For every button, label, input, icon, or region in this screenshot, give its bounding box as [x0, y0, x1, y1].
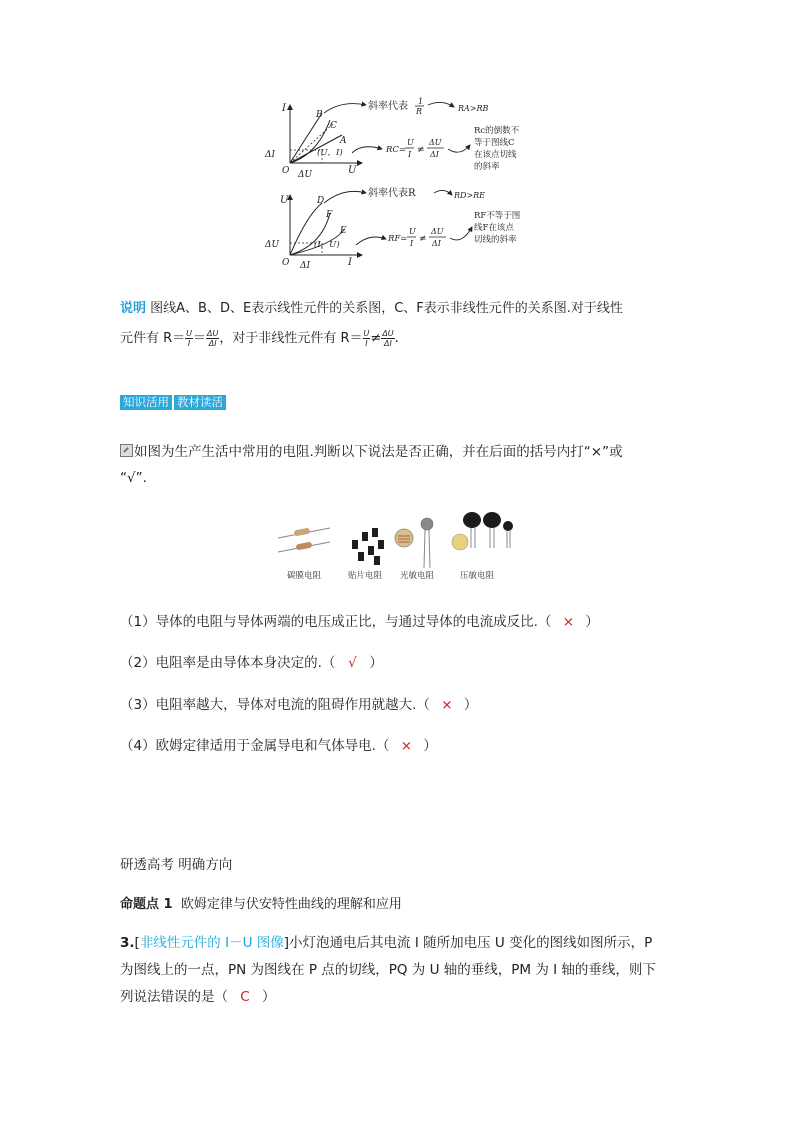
- top-rc-f2n: ΔU: [429, 138, 442, 147]
- topic-line: [120, 893, 402, 912]
- bot-origin-label: O: [282, 258, 290, 268]
- bot-rf-eq: RF=: [388, 234, 408, 244]
- top-rc-f1n: U: [407, 138, 414, 147]
- question-1-answer: ×: [562, 614, 575, 630]
- top-rc-neq: ≠: [417, 145, 425, 155]
- bot-rf-neq: ≠: [419, 234, 427, 244]
- tag-textbook: 教材读活: [174, 395, 226, 410]
- top-origin-label: O: [282, 166, 290, 176]
- question-4-answer: ×: [400, 738, 413, 754]
- bot-rf-f1n: U: [409, 227, 416, 236]
- problem-tag: 非线性元件的 I－U 图像: [139, 935, 284, 951]
- carbon-film-resistor-image: [278, 528, 330, 552]
- question-3: （3）电阻率越大，导体对电流的阻碍作用就越大.（ × ）: [120, 694, 477, 716]
- bot-note-3: 切线的斜率: [474, 235, 517, 245]
- topic-text: 欧姆定律与伏安特性曲线的理解和应用: [180, 897, 402, 912]
- bot-point-label: (I，U): [314, 240, 340, 250]
- label-e: E: [340, 226, 347, 236]
- bot-axis-y-label: U: [280, 195, 289, 206]
- problem-number: 3.: [120, 935, 135, 951]
- top-slope-den: R: [416, 107, 423, 116]
- bot-rf-f2n: ΔU: [431, 227, 444, 236]
- problem-line-1: 3.[非线性元件的 I－U 图像]小灯泡通电后其电流 I 随所加电压 U 变化的图线如图所示，P: [120, 935, 653, 951]
- top-note-2: 等于图线C: [474, 138, 515, 148]
- question-1: （1）导体的电阻与导体两端的电压成正比，与通过导体的电流成反比.（ × ）: [120, 611, 599, 633]
- question-3-text: （3）电阻率越大，导体对电流的阻碍作用就越大.（: [120, 697, 430, 713]
- top-graph: [264, 97, 520, 180]
- top-delta-i: ΔI: [265, 150, 276, 160]
- note-label: 说明: [120, 301, 147, 316]
- photoresistor-image: [395, 518, 433, 568]
- note-text-2b: ，对于非线性元件有 R＝: [219, 331, 363, 346]
- top-rc-eq: RC=: [386, 145, 407, 155]
- varistor-image: [452, 512, 513, 550]
- problem-answer: C: [240, 989, 250, 1005]
- bot-note-2: 线F在该点: [474, 223, 514, 233]
- bot-compare: RD>RE: [454, 191, 486, 200]
- bot-rf-f2d: ΔI: [432, 239, 441, 248]
- note-frac-3: $\frac{U}{I}$: [363, 329, 370, 348]
- note-eq: ＝: [193, 331, 207, 346]
- bot-arrow-rf: [356, 237, 386, 245]
- photo-label-smd: 贴片电阻: [348, 571, 383, 581]
- top-note-1: Rc的倒数不: [474, 126, 520, 136]
- bot-delta-u: ΔU: [265, 240, 280, 250]
- photo-label-light: 光敏电阻: [400, 571, 435, 581]
- bot-arrow-slope: [324, 191, 366, 203]
- note-line-2: [120, 329, 399, 349]
- question-2: （2）电阻率是由导体本身决定的.（ √ ）: [120, 652, 383, 674]
- top-rc-f1d: I: [408, 150, 412, 159]
- bot-delta-i: ΔI: [300, 261, 311, 270]
- note-frac-1: $\frac{U}{I}$: [186, 329, 193, 348]
- topic-label: 命题点 1: [120, 897, 173, 912]
- intro-line-1: [120, 441, 623, 463]
- bot-note-1: RF不等于图: [474, 211, 521, 221]
- note-text-2a: 元件有 R＝: [120, 331, 186, 346]
- bot-rf-f1d: I: [410, 239, 414, 248]
- question-4-text: （4）欧姆定律适用于金属导电和气体导电.（: [120, 738, 390, 754]
- smd-resistor-image: [352, 528, 384, 565]
- top-compare: RA>RB: [458, 104, 489, 113]
- problem-text-3: 列说法错误的是（: [120, 989, 228, 1005]
- top-axis-x-label: U: [348, 165, 357, 176]
- photo-label-varistor: 压敏电阻: [460, 571, 495, 581]
- photo-label-carbon: 碳膜电阻: [287, 571, 322, 581]
- question-3-answer: ×: [441, 697, 453, 713]
- label-d: D: [317, 196, 325, 206]
- note-text-1: 图线A、B、D、E表示线性元件的关系图，C、F表示非线性元件的关系图.对于线性: [150, 301, 623, 316]
- bottom-graph: [264, 186, 520, 270]
- problem-line-2: 为图线上的一点，PN 为图线在 P 点的切线，PQ 为 U 轴的垂线，PM 为 I 轴的垂线，则下: [120, 962, 656, 978]
- intro-text-1: 如图为生产生活中常用的电阻.判断以下说法是否正确，并在后面的括号内打“×”或: [134, 444, 623, 460]
- top-arrow-rc: [352, 147, 382, 153]
- problem-line-3: 列说法错误的是（ C ）: [120, 986, 276, 1008]
- image-icon: [120, 444, 133, 457]
- note-line-1: [120, 299, 623, 319]
- top-delta-u: ΔU: [298, 170, 313, 180]
- resistor-photos: [272, 508, 522, 586]
- label-c: C: [330, 121, 337, 131]
- label-f: F: [326, 210, 333, 220]
- note-neq: ≠: [370, 331, 382, 346]
- intro-line-2: “√”.: [120, 470, 147, 486]
- note-end: .: [394, 331, 399, 346]
- top-note-4: 的斜率: [474, 162, 500, 172]
- label-a: A: [340, 136, 347, 146]
- top-slope-num: 1: [418, 97, 424, 106]
- problem-text-1: 小灯泡通电后其电流 I 随所加电压 U 变化的图线如图所示，P: [289, 935, 653, 951]
- top-note-3: 在该点切线: [474, 150, 517, 160]
- top-arrow-slope: [324, 104, 366, 113]
- top-axis-y-label: I: [282, 103, 286, 114]
- question-1-text: （1）导体的电阻与导体两端的电压成正比，与通过导体的电流成反比.（: [120, 614, 552, 630]
- label-b: B: [316, 110, 323, 120]
- iu-graph-figure: [262, 95, 542, 270]
- question-4: （4）欧姆定律适用于金属导电和气体导电.（ × ）: [120, 735, 437, 757]
- section-title: 研透高考 明确方向: [120, 857, 233, 873]
- note-frac-4: $\frac{\Delta U}{\Delta I}$: [382, 329, 394, 348]
- section-tags: [120, 395, 226, 410]
- tag-knowledge: 知识活用: [120, 395, 172, 410]
- question-2-text: （2）电阻率是由导体本身决定的.（: [120, 655, 336, 671]
- bot-axis-x-label: I: [348, 257, 352, 268]
- note-frac-2: $\frac{\Delta U}{\Delta I}$: [207, 329, 219, 348]
- top-slope-text: 斜率代表: [368, 101, 408, 112]
- top-point-label: (U，I): [317, 148, 343, 158]
- question-2-answer: √: [348, 655, 357, 671]
- bot-slope-text: 斜率代表R: [368, 188, 416, 199]
- top-rc-f2d: ΔI: [430, 150, 439, 159]
